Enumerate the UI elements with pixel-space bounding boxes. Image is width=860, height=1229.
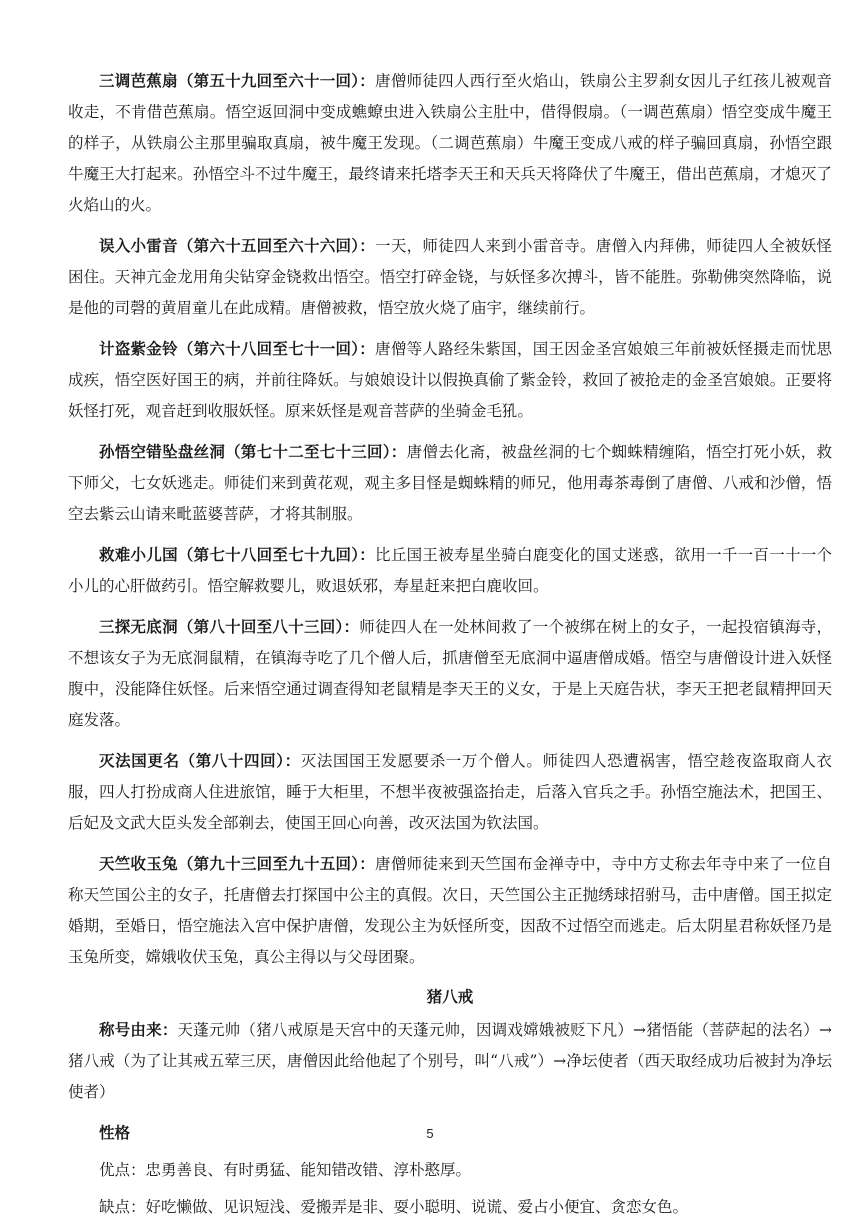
- paragraph-children-kingdom: [68, 540, 832, 602]
- paragraph-heading: 三探无底洞（第八十回至八十三回）：: [99, 618, 360, 636]
- paragraph-text: 唐僧去化斋，被盘丝洞的七个蜘蛛精缠陷，悟空打死小妖，救下师父，七女妖逃走。师徒们来到黄花观，观主多目怪是蜘蛛精的师兄，他用毒茶毒倒了唐僧、八戒和沙僧，悟空去紫云山请来毗蓝婆菩萨，才将其制服。: [68, 443, 832, 523]
- merits-line: 优点：忠勇善良、有时勇猛、能知错改错、淳朴憨厚。: [99, 1161, 472, 1179]
- paragraph-text: 唐僧等人路经朱紫国，国王因金圣宫娘娘三年前被妖怪摄走而忧思成疾，悟空医好国王的病，并前往降妖。与娘娘设计以假换真偷了紫金铃，救回了被抢走的金圣宫娘娘。正要将妖怪打死，观音赶到收服妖怪。原来妖怪是观音菩萨的坐骑金毛犼。: [68, 340, 832, 420]
- paragraph-text: 师徒四人在一处林间救了一个被绑在树上的女子，一起投宿镇海寺，不想该女子为无底洞鼠精，在镇海寺吃了几个僧人后，抓唐僧至无底洞中逼唐僧成婚。悟空与唐僧设计进入妖怪腹中，没能降住妖怪。后来悟空通过调查得知老鼠精是李天王的义女，于是上天庭告状，李天王把老鼠精押回天庭发落。: [68, 618, 832, 729]
- section-title: 猪八戒: [426, 988, 474, 1006]
- flaws-line: 缺点：好吃懒做、见识短浅、爱搬弄是非、耍小聪明、说谎、爱占小便宜、贪恋女色。: [99, 1198, 689, 1216]
- paragraph-heading: 计盗紫金铃（第六十八回至七十一回）：: [99, 340, 376, 358]
- paragraph-text: 比丘国王被寿星坐骑白鹿变化的国丈迷惑，欲用一千一百一十一个小儿的心肝做药引。悟空解救婴儿，败退妖邪，寿星赶来把白鹿收回。: [68, 546, 832, 595]
- paragraph-banana-fan: [68, 66, 832, 221]
- paragraph-text: 天蓬元帅（猪八戒原是天宫中的天蓬元帅，因调戏嫦娥被贬下凡）→猪悟能（菩萨起的法名）→猪八戒（为了让其戒五荤三厌，唐僧因此给他起了个别号，叫“八戒”）→净坛使者（西天取经成功后被封为净坛使者）: [68, 1021, 832, 1101]
- page-number: 5: [426, 1126, 434, 1141]
- paragraph-text: 唐僧师徒四人西行至火焰山，铁扇公主罗刹女因儿子红孩儿被观音收走，不肯借芭蕉扇。悟空返回洞中变成蟭蟟虫进入铁扇公主肚中，借得假扇。（一调芭蕉扇）悟空变成牛魔王的样子，从铁扇公主那里骗取真扇，被牛魔王发现。（二调芭蕉扇）牛魔王变成八戒的样子骗回真扇，孙悟空跟牛魔王大打起来。孙悟空斗不过牛魔王，最终请来托塔李天王和天兵天将降伏了牛魔王，借出芭蕉扇，才熄灭了火焰山的火。: [68, 72, 832, 214]
- paragraph-golden-bell: [68, 334, 832, 427]
- paragraph-spider-cave: [68, 437, 832, 530]
- paragraph-heading: 误入小雷音（第六十五回至六十六回）：: [99, 237, 376, 255]
- paragraph-bottomless-cave: [68, 612, 832, 736]
- paragraph-text: 灭法国国王发愿要杀一万个僧人。师徒四人恐遭祸害，悟空趁夜盗取商人衣服，四人打扮成商人住进旅馆，睡于大柜里，不想半夜被强盗抬走，后落入官兵之手。孙悟空施法术，把国王、后妃及文武大臣头发全部剃去，使国王回心向善，改灭法国为钦法国。: [68, 752, 832, 832]
- paragraph-heading: 三调芭蕉扇（第五十九回至六十一回）：: [99, 72, 376, 90]
- paragraph-jade-rabbit: [68, 849, 832, 973]
- paragraph-heading: 孙悟空错坠盘丝洞（第七十二至七十三回）：: [99, 443, 407, 461]
- page-content: [68, 66, 832, 1229]
- paragraph-heading: 天竺收玉兔（第九十三回至九十五回）：: [99, 855, 376, 873]
- paragraph-heading: 灭法国更名（第八十四回）：: [99, 752, 301, 770]
- paragraph-text: 唐僧师徒来到天竺国布金禅寺中，寺中方丈称去年寺中来了一位自称天竺国公主的女子，托唐僧去打探国中公主的真假。次日，天竺国公主正抛绣球招驸马，击中唐僧。国王拟定婚期，至婚日，悟空施法入宫中保护唐僧，发现公主为妖怪所变，因敌不过悟空而逃走。后太阴星君称妖怪乃是玉兔所变，嫦娥收伏玉兔，真公主得以与父母团聚。: [68, 855, 832, 966]
- paragraph-heading: 救难小儿国（第七十八回至七十九回）：: [99, 546, 376, 564]
- paragraph-title-origin: [68, 1015, 832, 1108]
- personality-heading-text: 性格: [99, 1124, 131, 1142]
- paragraph-text: 一天，师徒四人来到小雷音寺。唐僧入内拜佛，师徒四人全被妖怪困住。天神亢金龙用角尖钻穿金铙救出悟空。悟空打碎金铙，与妖怪多次搏斗，皆不能胜。弥勒佛突然降临，说是他的司磬的黄眉童儿在此成精。唐僧被救，悟空放火烧了庙宇，继续前行。: [68, 237, 832, 317]
- paragraph-little-thunder-temple: [68, 231, 832, 324]
- paragraph-kingdom-rename: [68, 746, 832, 839]
- paragraph-heading: 称号由来：: [99, 1021, 178, 1039]
